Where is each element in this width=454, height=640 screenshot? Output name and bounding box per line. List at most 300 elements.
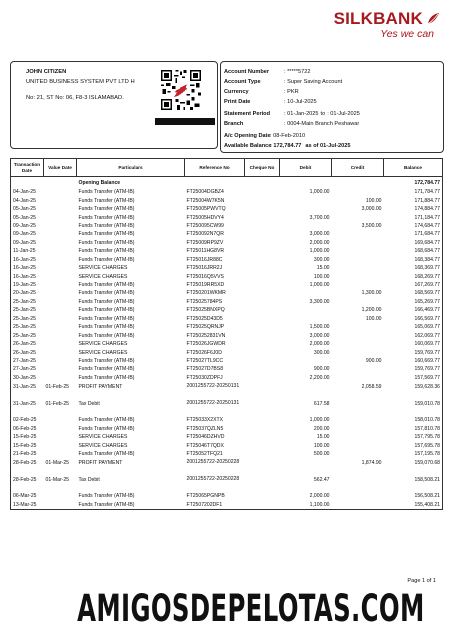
cell-balance: 159,010.78 [384, 399, 443, 416]
cell-cheque [245, 196, 280, 204]
cell-credit: 3,500.00 [361, 222, 382, 229]
cell-value-date: 01-Feb-25 [45, 401, 70, 408]
cell-cheque [245, 441, 280, 449]
cell-debit [280, 196, 332, 204]
cell-balance: 168,369.77 [384, 264, 443, 272]
table-row [11, 382, 443, 399]
cell-debit: 2,000.00 [309, 493, 330, 500]
table-row [11, 205, 443, 213]
cell-particulars: Funds Transfer (ATM-IB) [78, 282, 135, 289]
cell-debit [280, 222, 332, 230]
cell-transaction-date: 19-Jan-25 [11, 281, 44, 289]
table-row [11, 416, 443, 424]
table-row [11, 348, 443, 356]
account-type-label: Account Type [224, 79, 261, 85]
cell-reference: FT25025784PS [186, 298, 223, 305]
branch-label: Branch [224, 121, 244, 127]
cell-debit: 1,500.00 [309, 324, 330, 331]
cell-balance: 157,569.77 [384, 374, 443, 382]
cell-particulars: Funds Transfer (ATM-IB) [78, 248, 135, 255]
cell-cheque [245, 501, 280, 510]
cell-particulars: PROFIT PAYMENT [78, 460, 123, 467]
cell-credit [332, 340, 384, 348]
cell-debit: 1,000.00 [309, 417, 330, 424]
opening-balance-label: Opening Balance [78, 179, 121, 186]
cell-particulars: Funds Transfer (ATM-IB) [78, 189, 135, 196]
cell-balance: 160,669.77 [384, 357, 443, 365]
cell-value-date [44, 374, 77, 382]
cell-cheque [245, 323, 280, 331]
cell-balance: 160,069.77 [384, 340, 443, 348]
cell-value-date [44, 331, 77, 339]
cell-reference: FT250092N7QR [186, 231, 224, 238]
cell-credit [332, 188, 384, 196]
cell-balance: 159,070.68 [384, 458, 443, 475]
opening-balance-value: 172,784.77 [384, 177, 443, 189]
period-from: : 01-Jan-2025 [284, 111, 319, 117]
header-credit: Credit [332, 159, 384, 177]
cell-reference: 2001255722-20250228 [186, 476, 240, 483]
cell-reference: FT25004DGBZ4 [186, 189, 224, 196]
cell-reference: FT25005HDVY4 [186, 214, 224, 221]
cell-value-date [44, 239, 77, 247]
cell-cheque [245, 475, 280, 492]
table-row [11, 272, 443, 280]
cell-debit: 100.00 [313, 273, 330, 280]
cell-credit [332, 272, 384, 280]
cell-debit: 617.58 [313, 401, 330, 408]
cell-transaction-date: 13-Mar-25 [11, 501, 44, 510]
cell-transaction-date: 25-Jan-25 [11, 315, 44, 323]
cell-credit: 100.00 [365, 197, 382, 204]
cell-balance: 165,269.77 [384, 298, 443, 306]
header-particulars: Particulars [77, 159, 185, 177]
cell-cheque [245, 306, 280, 314]
cell-balance: 166,569.77 [384, 315, 443, 323]
branch-row [224, 121, 359, 127]
table-row [11, 425, 443, 433]
cell-value-date [44, 256, 77, 264]
cell-balance: 155,408.21 [384, 501, 443, 510]
cell-transaction-date: 16-Jan-25 [11, 264, 44, 272]
cell-debit [280, 458, 332, 475]
cell-particulars: Funds Transfer (ATM-IB) [78, 298, 135, 305]
cell-particulars: Funds Transfer (ATM-IB) [78, 231, 135, 238]
cell-credit: 2,058.59 [361, 384, 382, 391]
opening-date-value: : 08-Feb-2010 [270, 133, 306, 139]
cell-reference: FT25004W7K5N [186, 197, 225, 204]
watermark-text: AMIGOSDEPELOTAS.COM [77, 587, 425, 630]
cell-transaction-date: 26-Jan-25 [11, 348, 44, 356]
branch-value: : 0004-Main Branch Peshawar [284, 121, 360, 127]
table-row [11, 331, 443, 339]
table-row [11, 222, 443, 230]
cell-credit [332, 230, 384, 238]
cell-reference: FT25046T7QDX [186, 442, 224, 449]
account-number-label: Account Number [224, 69, 270, 75]
cell-transaction-date: 31-Jan-25 [11, 382, 44, 399]
cell-reference: FT25037QZLN5 [186, 425, 224, 432]
cell-credit [332, 365, 384, 373]
cell-transaction-date: 25-Jan-25 [11, 331, 44, 339]
cell-value-date: 01-Mar-25 [45, 477, 69, 484]
table-row [11, 399, 443, 416]
cell-credit: 900.00 [365, 357, 382, 364]
cell-balance: 159,769.77 [384, 365, 443, 373]
cell-cheque [245, 348, 280, 356]
cell-particulars: Funds Transfer (ATM-IB) [78, 366, 135, 373]
cell-balance: 158,010.78 [384, 416, 443, 424]
cell-cheque [245, 188, 280, 196]
cell-cheque [245, 365, 280, 373]
cell-balance: 166,469.77 [384, 306, 443, 314]
cell-credit [332, 475, 384, 492]
cell-balance: 174,884.77 [384, 205, 443, 213]
cell-reference: FT25016JR88C [186, 256, 223, 263]
cell-balance: 158,508.21 [384, 475, 443, 492]
cell-balance: 174,684.77 [384, 222, 443, 230]
cell-particulars: Funds Transfer (ATM-IB) [78, 374, 135, 381]
header-balance: Balance [384, 159, 443, 177]
cell-value-date [44, 365, 77, 373]
cell-particulars: SERVICE CHARGES [78, 341, 128, 348]
cell-particulars: Funds Transfer (ATM-IB) [78, 256, 135, 263]
cell-credit [332, 256, 384, 264]
cell-balance: 167,269.77 [384, 281, 443, 289]
cell-transaction-date: 09-Jan-25 [11, 222, 44, 230]
page-number: Page 1 of 1 [407, 578, 436, 584]
cell-particulars: Funds Transfer (ATM-IB) [78, 239, 135, 246]
cell-particulars: Funds Transfer (ATM-IB) [78, 307, 135, 314]
cell-reference: 2001255722-20250228 [186, 459, 240, 466]
cell-reference: FT25025D43D5 [186, 315, 223, 322]
cell-credit [332, 416, 384, 424]
cell-particulars: Funds Transfer (ATM-IB) [78, 206, 135, 213]
cell-transaction-date: 21-Feb-25 [11, 450, 44, 458]
cell-transaction-date: 25-Jan-25 [11, 298, 44, 306]
cell-particulars: Funds Transfer (ATM-IB) [78, 417, 135, 424]
cell-cheque [245, 458, 280, 475]
cell-debit: 100.00 [313, 442, 330, 449]
cell-particulars: Funds Transfer (ATM-IB) [78, 493, 135, 500]
cell-value-date: 01-Mar-25 [45, 460, 69, 467]
table-row [11, 289, 443, 297]
cell-transaction-date: 15-Feb-25 [11, 441, 44, 449]
cell-particulars: Funds Transfer (ATM-IB) [78, 197, 135, 204]
cell-cheque [245, 416, 280, 424]
cell-balance: 171,884.77 [384, 196, 443, 204]
cell-particulars: Funds Transfer (ATM-IB) [78, 214, 135, 221]
cell-debit: 1,000.00 [309, 248, 330, 255]
currency-label: Currency [224, 89, 249, 95]
table-row [11, 196, 443, 204]
table-row [11, 247, 443, 255]
cell-value-date [44, 272, 77, 280]
cell-reference: FT25026JGWDR [186, 341, 226, 348]
table-row [11, 323, 443, 331]
cell-particulars: SERVICE CHARGES [78, 265, 128, 272]
cell-particulars: Funds Transfer (ATM-IB) [77, 501, 185, 510]
cell-cheque [245, 374, 280, 382]
cell-particulars: SERVICE CHARGES [78, 349, 128, 356]
table-row [11, 492, 443, 500]
opening-date-row [224, 133, 305, 139]
cell-particulars: Funds Transfer (ATM-IB) [78, 332, 135, 339]
cell-value-date [44, 416, 77, 424]
account-number-value: : *****5722 [284, 69, 311, 75]
cell-credit [332, 374, 384, 382]
cell-transaction-date: 06-Feb-25 [11, 425, 44, 433]
cell-debit: 3,700.00 [309, 214, 330, 221]
cell-balance: 168,269.77 [384, 272, 443, 280]
balance-as-of: as of 01-Jul-2025 [305, 143, 351, 149]
available-balance-label: Available Balance [224, 143, 272, 149]
table-row [11, 298, 443, 306]
cell-debit: 1,100.00 [280, 501, 332, 510]
cell-value-date [44, 289, 77, 297]
qr-code-icon [161, 70, 201, 110]
cell-reference: FT250252831VN [186, 332, 226, 339]
cell-cheque [245, 433, 280, 441]
cell-transaction-date: 16-Jan-25 [11, 256, 44, 264]
cell-transaction-date: 05-Jan-25 [11, 205, 44, 213]
cell-value-date [44, 441, 77, 449]
cell-value-date [44, 196, 77, 204]
cell-debit [280, 315, 332, 323]
cell-credit [332, 298, 384, 306]
transactions-table [10, 158, 443, 510]
opening-balance-row [11, 177, 443, 189]
cell-debit: 300.00 [313, 256, 330, 263]
cell-debit: 3,300.00 [309, 298, 330, 305]
cell-credit [332, 281, 384, 289]
cell-credit [332, 331, 384, 339]
cell-reference: FT25026F6J0D [186, 349, 222, 356]
cell-transaction-date: 25-Jan-25 [11, 323, 44, 331]
cell-debit: 200.00 [313, 425, 330, 432]
cell-debit [280, 306, 332, 314]
cell-credit [332, 264, 384, 272]
cell-value-date: 01-Feb-25 [45, 384, 70, 391]
cell-debit [280, 382, 332, 399]
table-row [11, 264, 443, 272]
header-cheque: Cheque No [245, 159, 280, 177]
cell-reference: FT25025QRNJP [186, 324, 225, 331]
cell-credit [332, 425, 384, 433]
cell-credit: 1,300.00 [361, 290, 382, 297]
cell-cheque [245, 492, 280, 500]
cell-credit: 1,200.00 [361, 307, 382, 314]
cell-balance: 171,784.77 [384, 188, 443, 196]
cell-debit: 2,000.00 [309, 341, 330, 348]
cell-transaction-date: 26-Jan-25 [11, 340, 44, 348]
cell-balance: 165,069.77 [384, 323, 443, 331]
header-reference: Reference No [185, 159, 245, 177]
opening-date-label: A/c Opening Date [224, 133, 271, 139]
cell-transaction-date: 27-Jan-25 [11, 365, 44, 373]
cell-cheque [245, 399, 280, 416]
customer-company: UNITED BUSINESS SYSTEM PVT LTD H [26, 79, 135, 85]
table-row [11, 239, 443, 247]
cell-reference: FT25065PGNPB [186, 493, 225, 500]
cell-balance: 171,684.77 [384, 230, 443, 238]
cell-cheque [245, 382, 280, 399]
cell-reference: 2001255722-20250131 [186, 383, 240, 390]
cell-transaction-date: 27-Jan-25 [11, 357, 44, 365]
cell-cheque [245, 213, 280, 221]
cell-debit: 562.47 [313, 477, 330, 484]
currency-row [224, 89, 299, 95]
currency-value: : PKR [284, 89, 299, 95]
cell-value-date [44, 340, 77, 348]
cell-debit: 2,000.00 [309, 239, 330, 246]
cell-particulars: Funds Transfer (ATM-IB) [78, 315, 135, 322]
cell-cheque [245, 205, 280, 213]
cell-reference: FT25016JRR2J [186, 265, 223, 272]
cell-credit: 3,000.00 [361, 206, 382, 213]
cell-value-date [44, 323, 77, 331]
cell-particulars: Funds Transfer (ATM-IB) [78, 357, 135, 364]
cell-particulars: Tax Debit [78, 401, 100, 408]
table-row [11, 501, 443, 510]
cell-cheque [245, 256, 280, 264]
table-row [11, 433, 443, 441]
cell-balance: 156,508.21 [384, 492, 443, 500]
header-value-date: Value Date [44, 159, 77, 177]
customer-box [10, 61, 218, 149]
cell-transaction-date: 30-Jan-25 [11, 374, 44, 382]
cell-transaction-date: 25-Jan-25 [11, 306, 44, 314]
cell-debit [280, 357, 332, 365]
table-row [11, 450, 443, 458]
cell-value-date [44, 492, 77, 500]
statement-period-row [224, 111, 360, 117]
cell-balance: 168,684.77 [384, 247, 443, 255]
print-date-row [224, 99, 317, 105]
cell-credit: 1,874.90 [361, 460, 382, 467]
cell-value-date [44, 298, 77, 306]
customer-name: JOHN CITIZEN [26, 69, 67, 75]
cell-value-date [44, 264, 77, 272]
cell-cheque [245, 425, 280, 433]
cell-transaction-date: 28-Feb-25 [11, 458, 44, 475]
cell-value-date [44, 357, 77, 365]
customer-address: No: 21, ST No: 06, F8-3 ISLAMABAD. [26, 95, 124, 101]
cell-value-date [44, 450, 77, 458]
cell-credit [332, 492, 384, 500]
period-to: : 01-Jul-2025 [327, 111, 360, 117]
cell-credit [332, 441, 384, 449]
cell-transaction-date: 16-Jan-25 [11, 272, 44, 280]
cell-particulars: Funds Transfer (ATM-IB) [78, 290, 135, 297]
statement-period-label: Statement Period [224, 111, 271, 117]
cell-reference: FT25009RP9ZV [186, 239, 224, 246]
cell-cheque [245, 315, 280, 323]
cell-reference: FT25027D7BS8 [186, 366, 224, 373]
cell-transaction-date: 28-Feb-25 [11, 475, 44, 492]
cell-cheque [245, 247, 280, 255]
cell-balance: 169,684.77 [384, 239, 443, 247]
table-row [11, 281, 443, 289]
table-row [11, 340, 443, 348]
table-row [11, 458, 443, 475]
cell-transaction-date: 06-Mar-25 [11, 492, 44, 500]
cell-balance: 168,569.77 [384, 289, 443, 297]
cell-particulars: SERVICE CHARGES [78, 273, 128, 280]
cell-reference: 2001255722-20250131 [186, 400, 240, 407]
table-row [11, 188, 443, 196]
cell-transaction-date: 15-Feb-25 [11, 433, 44, 441]
cell-balance: 157,795.78 [384, 433, 443, 441]
cell-value-date [44, 230, 77, 238]
cell-particulars: Tax Debit [78, 477, 100, 484]
cell-credit: 100.00 [365, 315, 382, 322]
cell-reference: FT250095CW99 [186, 222, 224, 229]
cell-transaction-date: 04-Jan-25 [11, 196, 44, 204]
cell-particulars: Funds Transfer (ATM-IB) [78, 451, 135, 458]
table-row [11, 374, 443, 382]
table-row [11, 306, 443, 314]
cell-reference: FT25046DZHVD [186, 434, 225, 441]
cell-debit: 900.00 [313, 366, 330, 373]
cell-transaction-date: 11-Jan-25 [11, 247, 44, 255]
cell-value-date [44, 501, 77, 510]
cell-particulars: SERVICE CHARGES [78, 442, 128, 449]
table-row [11, 315, 443, 323]
cell-credit [332, 213, 384, 221]
cell-debit: 3,000.00 [309, 231, 330, 238]
cell-balance: 157,810.78 [384, 425, 443, 433]
header-debit: Debit [280, 159, 332, 177]
table-row [11, 475, 443, 492]
cell-cheque [245, 239, 280, 247]
cell-cheque [245, 340, 280, 348]
account-info-box [220, 61, 444, 153]
cell-debit: 15.00 [316, 434, 330, 441]
cell-debit [280, 289, 332, 297]
silkbank-leaf-icon [426, 12, 440, 26]
cell-transaction-date: 05-Jan-25 [11, 213, 44, 221]
cell-cheque [245, 289, 280, 297]
cell-cheque [245, 230, 280, 238]
redaction-bar [155, 118, 215, 125]
table-row [11, 365, 443, 373]
table-header-row [11, 159, 443, 177]
cell-value-date [44, 315, 77, 323]
cell-debit: 3,000.00 [309, 332, 330, 339]
cell-transaction-date: 09-Jan-25 [11, 230, 44, 238]
cell-value-date [44, 348, 77, 356]
cell-credit [332, 323, 384, 331]
cell-debit: 2,200.00 [309, 374, 330, 381]
cell-reference: FT25052TFQ21 [186, 451, 223, 458]
cell-cheque [245, 222, 280, 230]
cell-value-date [44, 213, 77, 221]
cell-debit [280, 205, 332, 213]
cell-particulars: PROFIT PAYMENT [78, 384, 123, 391]
cell-balance: 157,195.78 [384, 450, 443, 458]
cell-value-date [44, 425, 77, 433]
table-row [11, 441, 443, 449]
cell-value-date [44, 205, 77, 213]
cell-reference: FT250201WKMR [186, 290, 226, 297]
cell-transaction-date: 02-Feb-25 [11, 416, 44, 424]
bank-logo [334, 10, 440, 40]
cell-reference: FT25027TL9CC [186, 357, 224, 364]
cell-credit [332, 450, 384, 458]
cell-transaction-date: 31-Jan-25 [11, 399, 44, 416]
cell-value-date [44, 247, 77, 255]
